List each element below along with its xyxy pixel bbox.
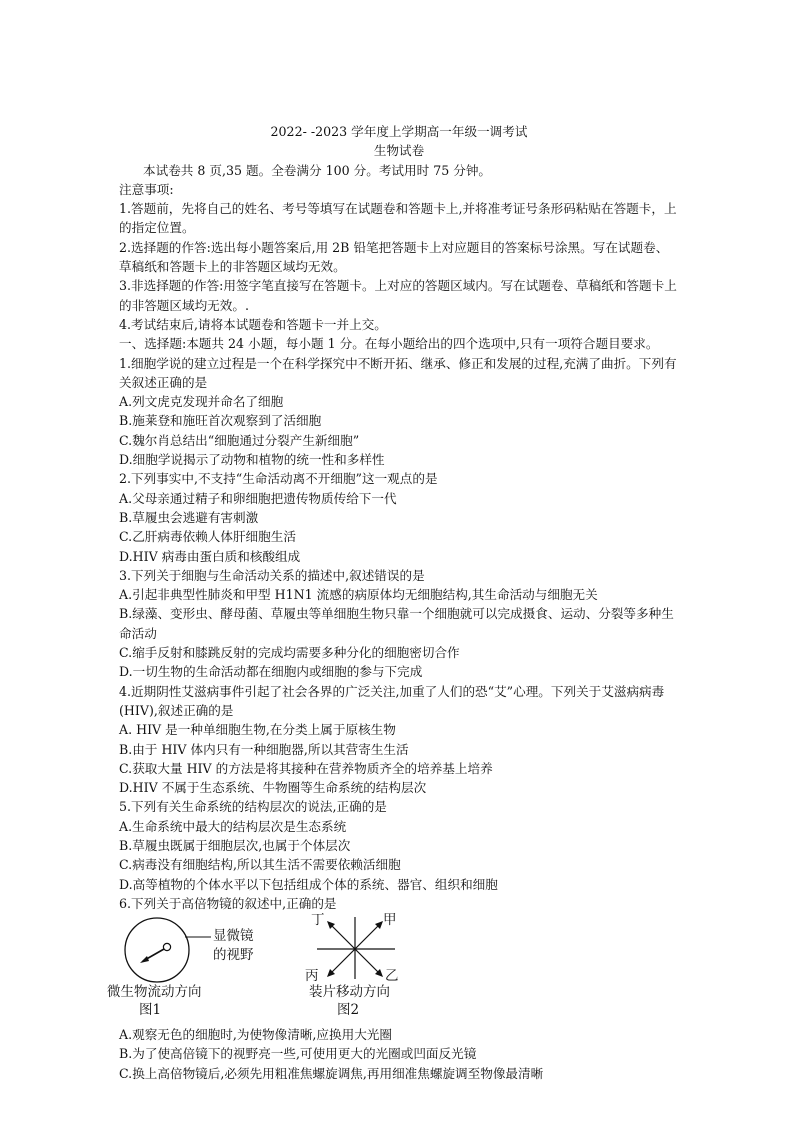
question-option: B.由于 HIV 体内只有一种细胞器,所以其营寄生生活 [119, 741, 409, 757]
figure-1 [107, 915, 279, 1025]
question-option: D.HIV 不属于生态系统、牛物圈等生命系统的结构层次 [119, 780, 427, 796]
question-option: B.施莱登和施旺首次观察到了活细胞 [119, 413, 322, 429]
question-option: A.父母亲通过精子和卵细胞把遗传物质传给下一代 [119, 490, 397, 506]
arrow-yi-shaft [355, 949, 379, 973]
question-option: D.一切生物的生命活动都在细胞内或细胞的参与下完成 [119, 664, 423, 680]
question-option: D.细胞学说揭示了动物和植物的统一性和多样性 [119, 452, 385, 468]
dir-label-jia: 甲 [383, 912, 397, 929]
question-option: D.高等植物的个体水平以下包括组成个体的系统、器官、组织和细胞 [119, 876, 498, 892]
question-option: A.观察无色的细胞时,为使物像清晰,应换用大光圈 [119, 1027, 392, 1043]
question-option: D.HIV 病毒由蛋白质和核酸组成 [119, 548, 301, 564]
figure-2 [303, 912, 433, 1025]
question-option: A.生命系统中最大的结构层次是生态系统 [119, 818, 347, 834]
question-option: B.绿藻、变形虫、酵母菌、草履虫等单细胞生物只靠一个细胞就可以完成摄食、运动、分裂等多种生命活动 [119, 606, 674, 641]
question-stem: 5.下列有关生命系统的结构层次的说法,正确的是 [119, 799, 387, 815]
question-option: C.缩手反射和膝跳反射的完成均需要多种分化的细胞密切合作 [119, 645, 460, 661]
dir-label-bing: 丙 [305, 968, 319, 985]
flow-arrow-head [140, 956, 149, 963]
question-option: A. HIV 是一种单细胞生物,在分类上属于原核生物 [119, 722, 396, 738]
question-option: A.引起非典型性肺炎和甲型 H1N1 流感的病原体均无细胞结构,其生命活动与细胞无关 [119, 587, 598, 603]
section-heading: 一、选择题:本题共 24 小题，每小题 1 分。在每小题给出的四个选项中,只有一项符合题目要求。 [119, 336, 659, 352]
page-content [107, 122, 679, 1083]
fig1-name: 图1 [139, 1002, 162, 1019]
notice-heading: 注意事项: [119, 181, 174, 197]
notice-item: 4.考试结束后,请将本试题卷和答题卡一并上交。 [119, 316, 387, 332]
fig2-name: 图2 [337, 1002, 360, 1019]
notice-item: 3.非选择题的作答:用签字笔直接写在答题卡。上对应的答题区域内。写在试题卷、草稿纸和答题卡上的非答题区域均无效。. [119, 278, 677, 313]
question-option: C.乙肝病毒依赖人体肝细胞生活 [119, 529, 296, 545]
question-option: C.获取大量 HIV 的方法是将其接种在营养物质齐全的培养基上培养 [119, 760, 493, 776]
question-option: B.为了使高倍镜下的视野亮一些,可使用更大的光圈或凹面反光镜 [119, 1046, 477, 1062]
field-of-view-circle [125, 918, 189, 982]
notice-item: 1.答题前，先将自己的姓名、考号等填写在试题卷和答题卡上,并将准考证号条形码粘贴在答题卡，上的指定位置。 [119, 201, 677, 236]
notice-item: 2.选择题的作答:选出每小题答案后,用 2B 铅笔把答题卡上对应题目的答案标号涂黑。写在试题卷、草稿纸和答题卡上的非答题区域均无效。 [119, 239, 669, 275]
question-option: C.病毒没有细胞结构,所以其生活不需要依赖活细胞 [119, 857, 401, 873]
arrow-bing-shaft [331, 949, 355, 973]
arrow-ding-shaft [331, 925, 355, 949]
exam-subject: 生物试卷 [373, 143, 425, 159]
question-stem: 1.细胞学说的建立过程是一个在科学探究中不断开拓、继承、修正和发展的过程,充满了曲折。下列有关叙述正确的是 [119, 355, 677, 390]
question-stem: 2.下列事实中,不支持“生命活动离不开细胞”这一观点的是 [119, 471, 438, 487]
question-option: C.魏尔肖总结出“细胞通过分裂产生新细胞” [119, 432, 360, 448]
microscope-figures [107, 912, 679, 1025]
exam-info: 本试卷共 8 页,35 题。全卷满分 100 分。考试用时 75 分钟。 [143, 162, 492, 178]
question-option: A.列文虎克发现并命名了细胞 [119, 394, 284, 410]
arrow-jia-shaft [355, 925, 379, 949]
question-option: B.草履虫既属于细胞层次,也属于个体层次 [119, 837, 351, 853]
dir-label-ding: 丁 [311, 912, 325, 929]
fig1-caption: 微生物流动方向 [107, 984, 202, 1001]
question-stem: 4.近期阴性艾滋病事件引起了社会各界的广泛关注,加重了人们的恐“艾”心理。下列关于艾滋病病毒(HIV),叙述正确的是 [119, 683, 665, 718]
fig1-label-line1: 显微镜 [213, 928, 254, 945]
question-stem: 3.下列关于细胞与生命活动关系的描述中,叙述错误的是 [119, 567, 425, 583]
question-stem: 6.下列关于高倍物镜的叙述中,正确的是 [119, 895, 337, 911]
exam-title: 2022- -2023 学年度上学期高一年级一调考试 [270, 124, 528, 139]
question-option: B.草履虫会逃避有害刺激 [119, 509, 259, 525]
microscope-field-diagram [119, 915, 279, 985]
fig2-caption: 装片移动方向 [309, 984, 390, 1001]
fig1-label-line2: 的视野 [213, 947, 254, 964]
question-option: C.换上高倍物镜后,必须先用粗准焦螺旋调焦,再用细准焦螺旋调至物像最清晰 [119, 1065, 544, 1081]
microbe-shape [163, 944, 170, 951]
dir-label-yi: 乙 [385, 968, 399, 985]
